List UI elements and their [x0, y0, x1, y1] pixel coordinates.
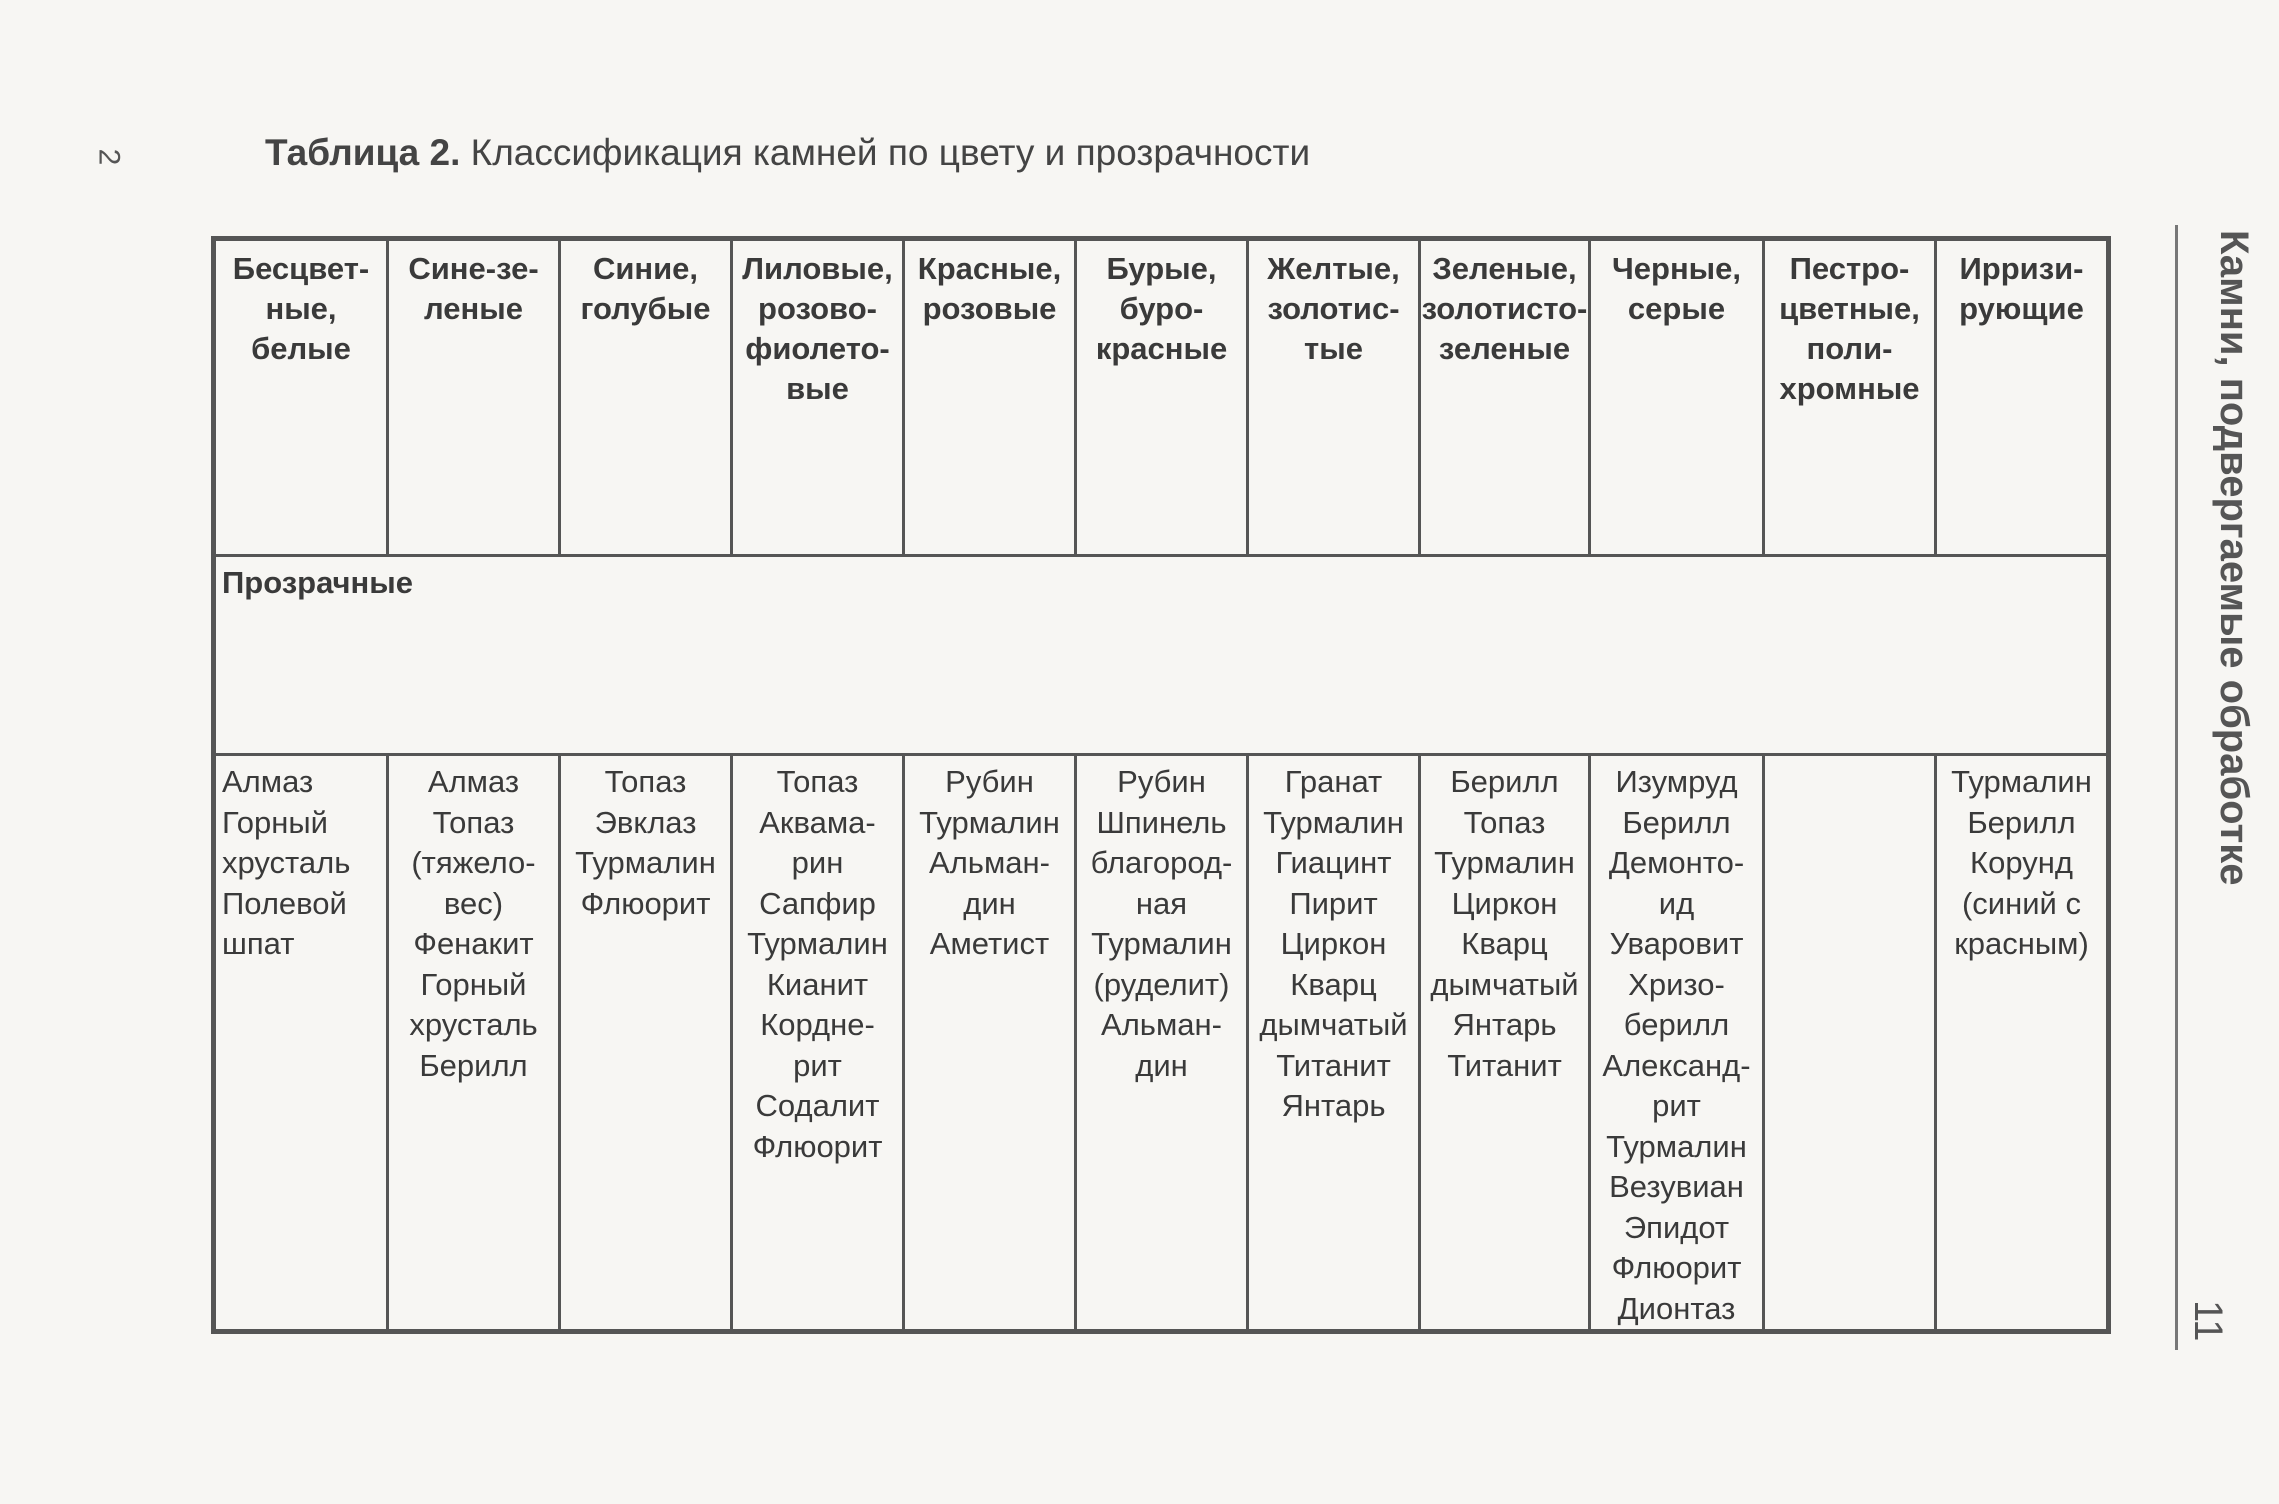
stones-cell: Топаз Аквама- рин Сапфир Турмалин Кианит Кордне- рит Содалит Флюорит: [732, 755, 904, 1332]
stones-cell: Турмалин Берилл Корунд (синий с красным): [1936, 755, 2109, 1332]
header-cell: Зеленые, золотисто- зеленые: [1420, 239, 1590, 556]
header-cell: Бурые, буро- красные: [1076, 239, 1248, 556]
stones-cell: Гранат Турмалин Гиацинт Пирит Циркон Кварц дымчатый Титанит Янтарь: [1248, 755, 1420, 1332]
side-rule: [2175, 225, 2178, 1350]
section-row: [214, 556, 2109, 755]
stones-cell: Алмаз Топаз (тяжело- вес) Фенакит Горный хрусталь Берилл: [388, 755, 560, 1332]
stones-cell: Рубин Шпинель благород- ная Турмалин (руделит) Альман- дин: [1076, 755, 1248, 1332]
stones-cell: Алмаз Горный хрусталь Полевой шпат: [214, 755, 388, 1332]
header-cell: Ирризи- рующие: [1936, 239, 2109, 556]
classification-table: [211, 236, 2111, 1334]
header-cell: Бесцвет- ные, белые: [214, 239, 388, 556]
header-row: [214, 239, 2109, 556]
table-caption: [265, 132, 1310, 174]
header-cell: Красные, розовые: [904, 239, 1076, 556]
section-label: Прозрачные: [214, 556, 2109, 755]
page-mark: 2: [92, 148, 126, 166]
stones-cell: Берилл Топаз Турмалин Циркон Кварц дымчатый Янтарь Титанит: [1420, 755, 1590, 1332]
header-cell: Синие, голубые: [560, 239, 732, 556]
stones-cell: [1764, 755, 1936, 1332]
header-cell: Сине-зе- леные: [388, 239, 560, 556]
caption-label: Таблица 2.: [265, 132, 461, 173]
header-cell: Лиловые, розово- фиолето- вые: [732, 239, 904, 556]
running-header: Камни, подвергаемые обработке: [2212, 230, 2256, 886]
stones-cell: Топаз Эвклаз Турмалин Флюорит: [560, 755, 732, 1332]
stones-cell: Изумруд Берилл Демонто- ид Уваровит Хризо- берилл Александ- рит Турмалин Везувиан Эпидот Флюорит Дионтаз: [1590, 755, 1764, 1332]
caption-title: Классификация камней по цвету и прозрачности: [470, 132, 1311, 173]
page-number: 11: [2186, 1300, 2230, 1342]
header-cell: Пестро- цветные, поли- хромные: [1764, 239, 1936, 556]
stones-cell: Рубин Турмалин Альман- дин Аметист: [904, 755, 1076, 1332]
header-cell: Черные, серые: [1590, 239, 1764, 556]
stones-row: [214, 755, 2109, 1332]
header-cell: Желтые, золотис- тые: [1248, 239, 1420, 556]
